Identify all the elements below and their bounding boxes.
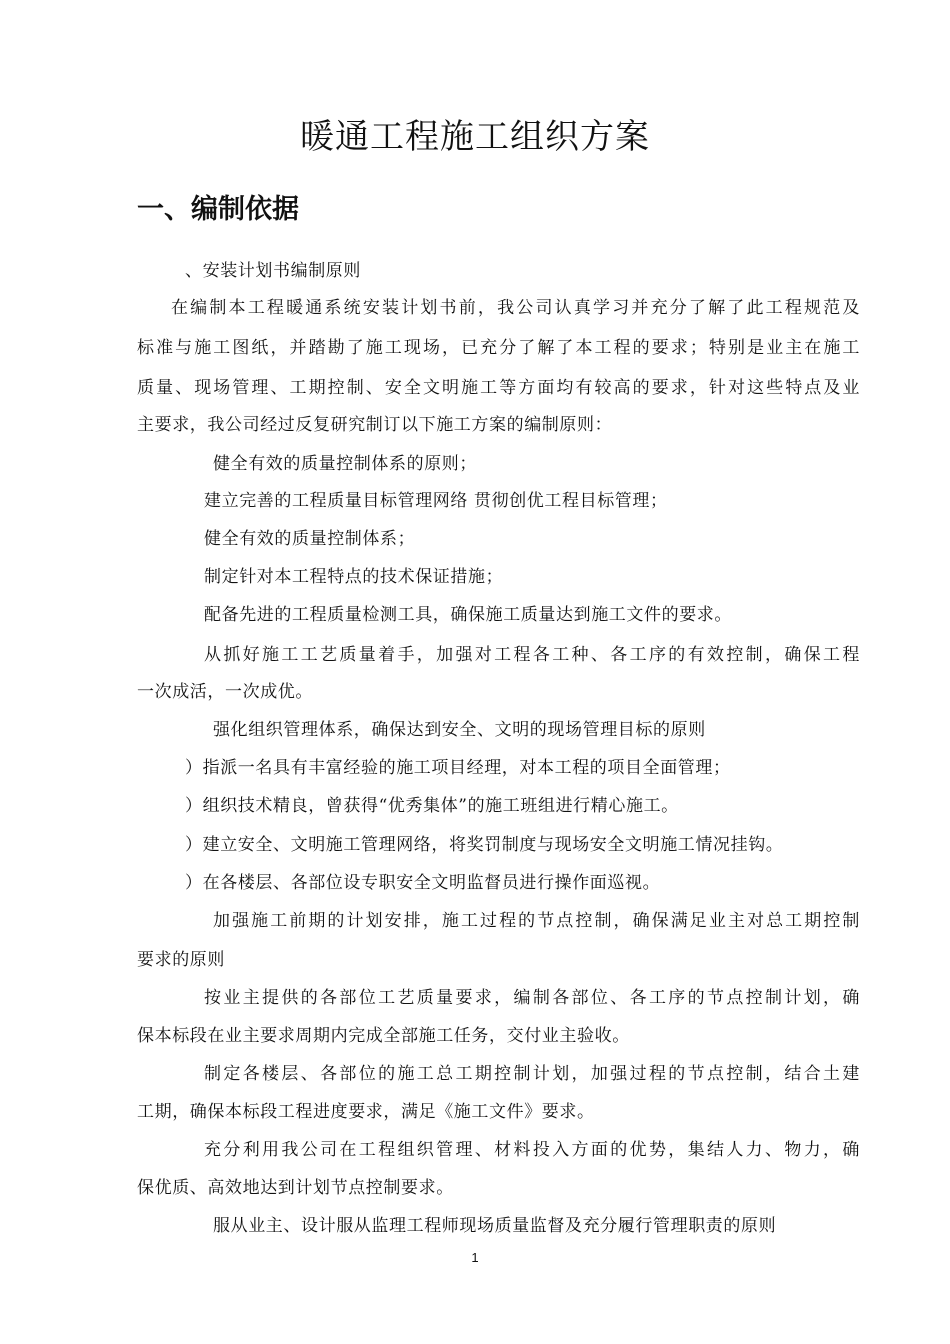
principle-item: 建立完善的工程质量目标管理网络 贯彻创优工程目标管理； xyxy=(204,491,668,511)
paragraph-line: 从抓好施工工艺质量着手，加强对工程各工种、各工序的有效控制，确保工程 xyxy=(204,645,860,665)
principle-item: 制定针对本工程特点的技术保证措施； xyxy=(204,567,504,587)
page-number: 1 xyxy=(471,1250,479,1265)
principle-item: 配备先进的工程质量检测工具，确保施工质量达到施工文件的要求。 xyxy=(204,605,732,625)
principle-item: 强化组织管理体系，确保达到安全、文明的现场管理目标的原则 xyxy=(213,720,706,740)
list-item: ）组织技术精良，曾获得“优秀集体”的施工班组进行精心施工。 xyxy=(185,796,679,816)
paragraph-line: 制定各楼层、各部位的施工总工期控制计划，加强过程的节点控制，结合土建 xyxy=(204,1064,860,1084)
paragraph-line: 一次成活，一次成优。 xyxy=(137,682,313,702)
principle-item: 服从业主、设计服从监理工程师现场质量监督及充分履行管理职责的原则 xyxy=(213,1216,777,1236)
paragraph-line: 主要求，我公司经过反复研究制订以下施工方案的编制原则： xyxy=(137,415,613,435)
section-heading: 一、编制依据 xyxy=(137,194,299,225)
paragraph-line: 工期，确保本标段工程进度要求，满足《施工文件》要求。 xyxy=(137,1102,595,1122)
list-item: ）建立安全、文明施工管理网络，将奖罚制度与现场安全文明施工情况挂钩。 xyxy=(185,835,784,855)
principle-item: 健全有效的质量控制体系； xyxy=(204,529,416,549)
paragraph-line: 要求的原则 xyxy=(137,950,225,970)
paragraph-line: 质量、现场管理、工期控制、安全文明施工等方面均有较高的要求，针对这些特点及业 xyxy=(137,378,860,398)
list-item: ）指派一名具有丰富经验的施工项目经理，对本工程的项目全面管理； xyxy=(185,758,731,778)
paragraph-line: 保本标段在业主要求周期内完成全部施工任务，交付业主验收。 xyxy=(137,1026,630,1046)
paragraph-line: 在编制本工程暖通系统安装计划书前，我公司认真学习并充分了解了此工程规范及 xyxy=(171,298,860,318)
principle-item: 健全有效的质量控制体系的原则； xyxy=(213,454,477,474)
paragraph-line: 充分利用我公司在工程组织管理、材料投入方面的优势，集结人力、物力，确 xyxy=(204,1140,860,1160)
paragraph-line: 按业主提供的各部位工艺质量要求，编制各部位、各工序的节点控制计划，确 xyxy=(204,988,860,1008)
list-item: ）在各楼层、各部位设专职安全文明监督员进行操作面巡视。 xyxy=(185,873,661,893)
paragraph-line: 保优质、高效地达到计划节点控制要求。 xyxy=(137,1178,454,1198)
paragraph-line: 标准与施工图纸，并踏勘了施工现场，已充分了解了本工程的要求；特别是业主在施工 xyxy=(137,338,860,358)
document-title: 暖通工程施工组织方案 xyxy=(300,117,650,157)
paragraph-line: 加强施工前期的计划安排，施工过程的节点控制，确保满足业主对总工期控制 xyxy=(213,911,860,931)
subsection-heading: 、安装计划书编制原则 xyxy=(185,261,361,281)
